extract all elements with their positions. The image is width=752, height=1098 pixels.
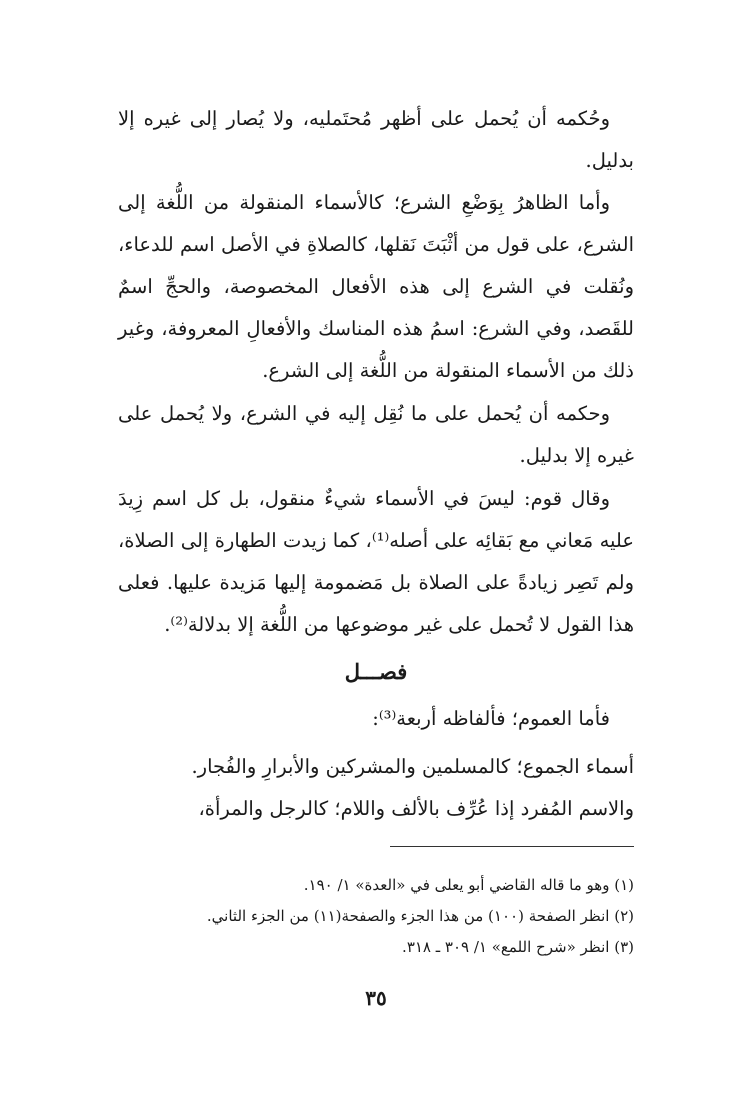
paragraph-text: وحُكمه أن يُحمل على أظهر مُحتَمليه، ولا يُصار إلى غيره إلا بدليل. [118, 107, 634, 172]
list-lines [118, 746, 634, 830]
section-heading: فصـــل [344, 659, 408, 684]
paragraph-3 [118, 393, 634, 477]
footnote-2: (٢) انظر الصفحة (١٠٠) من هذا الجزء والصفحة(١١) من الجزء الثاني. [206, 907, 634, 925]
list-line: والاسم المُفرد إذا عُرِّف بالألف واللام؛ كالرجل والمرأة، [198, 797, 634, 820]
list-line: أسماء الجموع؛ كالمسلمين والمشركين والأبرارِ والفُجار. [191, 755, 634, 778]
paragraph-text: وحكمه أن يُحمل على ما نُقِل إليه في الشرع، ولا يُحمل على غيره إلا بدليل. [118, 402, 634, 467]
section-intro-text: فأما العموم؛ فألفاظه أربعة⁽³⁾: [372, 707, 610, 730]
paragraph-2 [118, 182, 634, 392]
footnote-3: (٣) انظر «شرح اللمع» ١/ ٣٠٩ ـ ٣١٨. [402, 938, 634, 956]
page-number: ٣٥ [365, 986, 387, 1010]
footnote-1: (١) وهو ما قاله القاضي أبو يعلى في «العدة» ١/ ١٩٠. [303, 876, 634, 894]
paragraph-4 [118, 478, 634, 646]
footnotes [118, 870, 634, 963]
paragraph-text: وقال قوم: ليسَ في الأسماء شيءٌ منقول، بل كل اسم زِيدَ عليه مَعاني مع بَقائِه على أصله⁽¹⁾، كما زيدت الطهارة إلى الصلاة، ولم تَصِر زيادةً على الصلاة بل مَضمومة إليها مَزيدة عليها. فعلى هذا القول لا تُحمل على غير موضوعها من اللُّغة إلا بدلالة⁽²⁾. [118, 487, 634, 636]
section-intro [118, 698, 634, 740]
paragraph-text: وأما الظاهرُ بِوَضْعِ الشرع؛ كالأسماء المنقولة من اللُّغة إلى الشرع، على قول من أثْبَتَ نَقلها، كالصلاةِ في الأصل اسم للدعاء، ونُقلت في الشرع إلى هذه الأفعال المخصوصة، والحجِّ اسمٌ للقَصد، وفي الشرع: اسمُ هذه المناسك والأفعالِ المعروفة، وغير ذلك من الأسماء المنقولة من اللُّغة إلى الشرع. [118, 191, 634, 382]
footnote-divider [390, 846, 634, 847]
paragraph-1 [118, 98, 634, 182]
